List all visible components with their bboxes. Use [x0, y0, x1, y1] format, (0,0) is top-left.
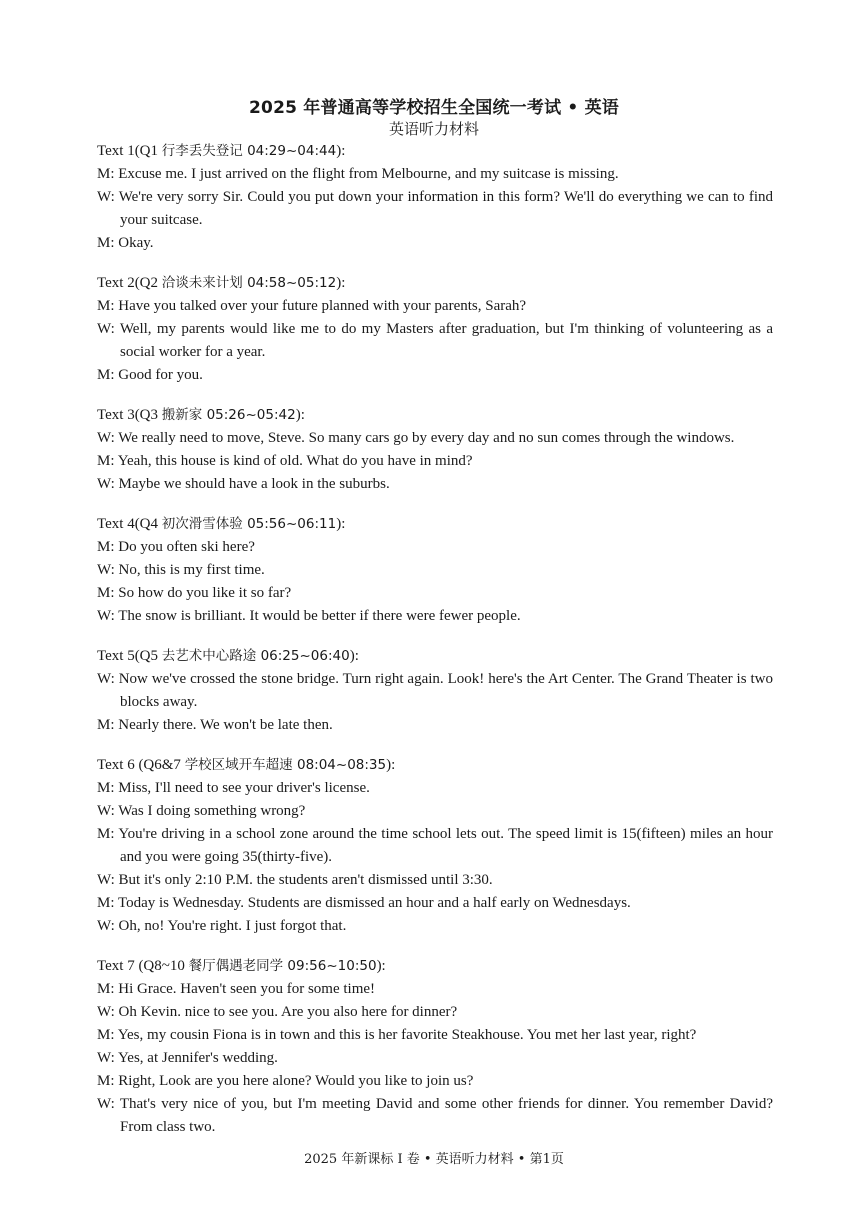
text-section	[97, 404, 773, 496]
section-label: Text 7 (Q8~10	[97, 958, 189, 974]
page-footer: 2025 年新课标 I 卷 • 英语听力材料 • 第1页	[304, 1152, 564, 1167]
section-heading	[97, 272, 773, 295]
dialogue-line: W: No, this is my first time.	[97, 562, 265, 578]
section-heading	[97, 645, 773, 668]
dialogue-line: W: That's very nice of you, but I'm meeting David and some other friends for dinner. You remember David? From class two.	[97, 1096, 773, 1135]
dialogue-line: M: Miss, I'll need to see your driver's license.	[97, 780, 370, 796]
dialogue-line: W: The snow is brilliant. It would be better if there were fewer people.	[97, 608, 521, 624]
section-label: Text 2(Q2	[97, 275, 162, 291]
dialogue-line: M: Okay.	[97, 235, 154, 251]
section-note: 行李丢失登记 04:29~04:44	[161, 143, 337, 159]
section-close: ):	[349, 648, 359, 664]
section-close: ):	[386, 757, 396, 773]
dialogue-line: W: Maybe we should have a look in the suburbs.	[97, 476, 390, 492]
dialogue-line: M: Yeah, this house is kind of old. What do you have in mind?	[97, 453, 473, 469]
section-label: Text 3(Q3	[97, 407, 162, 423]
section-heading	[97, 513, 773, 536]
dialogue-line: W: Now we've crossed the stone bridge. Turn right again. Look! here's the Art Center. The Grand Theater is two blocks away.	[97, 671, 773, 710]
dialogue-line: M: Have you talked over your future planned with your parents, Sarah?	[97, 298, 527, 314]
section-note: 餐厅偶遇老同学 09:56~10:50	[188, 958, 377, 974]
dialogue-line: M: So how do you like it so far?	[97, 585, 292, 601]
section-close: ):	[336, 275, 346, 291]
section-heading	[97, 955, 773, 978]
dialogue-line: W: Well, my parents would like me to do my Masters after graduation, but I'm thinking of volunteering as a social worker for a year.	[97, 321, 773, 360]
dialogue-line: M: Hi Grace. Haven't seen you for some time!	[97, 981, 376, 997]
section-heading	[97, 140, 773, 163]
text-section	[97, 513, 773, 628]
text-section	[97, 645, 773, 737]
dialogue-line: M: Excuse me. I just arrived on the flight from Melbourne, and my suitcase is missing.	[97, 166, 619, 182]
section-close: ):	[336, 516, 346, 532]
section-label: Text 6 (Q6&7	[97, 757, 185, 773]
section-note: 搬新家 05:26~05:42	[161, 407, 296, 423]
text-section	[97, 955, 773, 1139]
page-title: 2025 年普通高等学校招生全国统一考试 • 英语	[249, 98, 619, 118]
dialogue-line: W: But it's only 2:10 P.M. the students aren't dismissed until 3:30.	[97, 872, 493, 888]
dialogue-line: W: Yes, at Jennifer's wedding.	[97, 1050, 278, 1066]
dialogue-line: W: We're very sorry Sir. Could you put down your information in this form? We'll do everything we can to find your suitcase.	[97, 189, 773, 228]
dialogue-line: W: We really need to move, Steve. So many cars go by every day and no sun comes through the windows.	[97, 430, 735, 446]
section-label: Text 1(Q1	[97, 143, 162, 159]
text-section	[97, 272, 773, 387]
section-note: 去艺术中心路途 06:25~06:40	[161, 648, 350, 664]
section-label: Text 5(Q5	[97, 648, 162, 664]
dialogue-line: M: Yes, my cousin Fiona is in town and this is her favorite Steakhouse. You met her last year, right?	[97, 1027, 697, 1043]
transcript-body	[97, 140, 773, 1156]
page-subtitle: 英语听力材料	[388, 120, 479, 138]
dialogue-line: W: Oh, no! You're right. I just forgot that.	[97, 918, 347, 934]
section-note: 学校区域开车超速 08:04~08:35	[184, 757, 387, 773]
dialogue-line: M: Right, Look are you here alone? Would you like to join us?	[97, 1073, 474, 1089]
dialogue-line: M: Today is Wednesday. Students are dismissed an hour and a half early on Wednesdays.	[97, 895, 631, 911]
section-heading	[97, 754, 773, 777]
section-heading	[97, 404, 773, 427]
dialogue-line: M: You're driving in a school zone around the time school lets out. The speed limit is 15(fifteen) miles an hour and you were going 35(thirty-five).	[97, 826, 773, 865]
section-close: ):	[295, 407, 305, 423]
section-note: 初次滑雪体验 05:56~06:11	[161, 516, 337, 532]
dialogue-line: W: Oh Kevin. nice to see you. Are you also here for dinner?	[97, 1004, 458, 1020]
dialogue-line: M: Do you often ski here?	[97, 539, 255, 555]
section-close: ):	[376, 958, 386, 974]
section-close: ):	[336, 143, 346, 159]
dialogue-line: M: Nearly there. We won't be late then.	[97, 717, 333, 733]
dialogue-line: W: Was I doing something wrong?	[97, 803, 306, 819]
section-note: 洽谈未来计划 04:58~05:12	[161, 275, 337, 291]
section-label: Text 4(Q4	[97, 516, 162, 532]
dialogue-line: M: Good for you.	[97, 367, 203, 383]
text-section	[97, 754, 773, 938]
text-section	[97, 140, 773, 255]
